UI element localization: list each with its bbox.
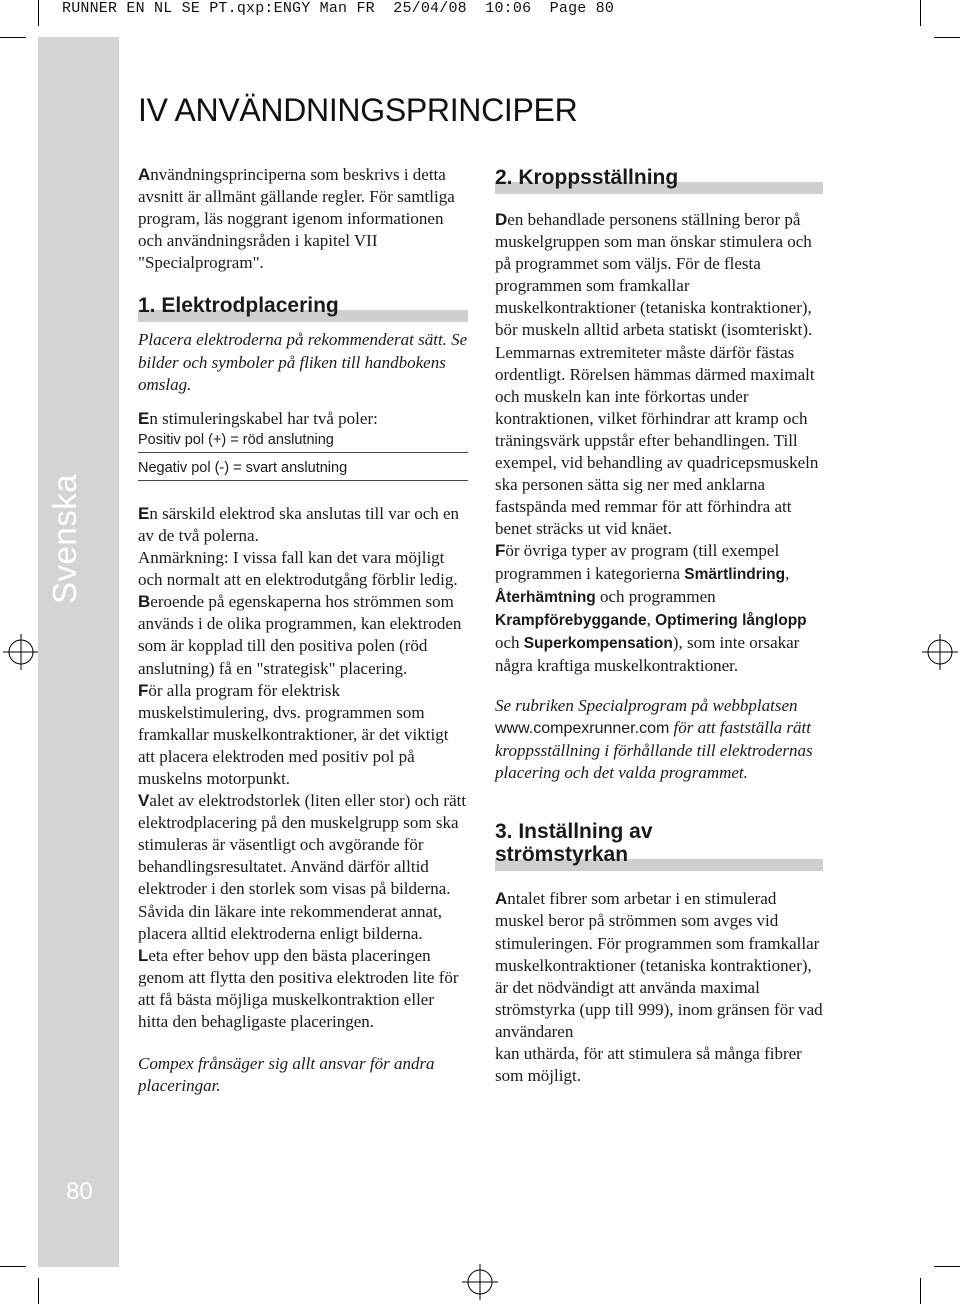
negative-pole-line: Negativ pol (-) = svart anslutning [138, 458, 468, 481]
section-heading-body-position: 2. Kroppsställning [495, 166, 823, 191]
registration-mark-icon [462, 1264, 498, 1300]
position-paragraph: Den behandlade personens ställning beror på muskelgruppen som man önskar stimulera och på programmet som väljs. För de flesta programmen som framkallar muskelkontraktioner (tetaniska kontraktioner), bör muskeln alltid arbeta statiskt (isomteriskt). Lemmarnas extremiteter måste därför fästas ordentligt. Rörelsen hämmas därmed maximalt och muskeln kan inte förkortas under kontraktionen, vilket förhindrar att kramp och träningsvärk uppstår efter behandlingen. Till exempel, vid behandling av quadricepsmuskeln ska personen sätta sig ner med anklarna fastspända med remmar för att förhindra att benet sträcks ut vid knäet. [495, 210, 819, 539]
printer-slug: RUNNER EN NL SE PT.qxp:ENGY Man FR 25/04/08 10:06 Page 80 [62, 0, 615, 17]
registration-mark-icon [922, 634, 958, 670]
adjust-placement-paragraph: Leta efter behov upp den bästa placeringen genom att flytta den positiva elektroden lite för att få bästa möjliga muskelkontraktion eller hitta den behagligaste placeringen. [138, 945, 459, 1031]
page-number: 80 [66, 1178, 93, 1205]
section-heading-electrode-placement: 1. Elektrodplacering [138, 294, 468, 319]
current-paragraph-end: kan uthärda, för att stimulera så många fibrer som möjligt. [495, 1044, 802, 1086]
crop-mark [934, 1266, 960, 1267]
section-heading-current-setting: 3. Inställning av strömstyrkan [495, 820, 823, 868]
crop-mark [0, 1266, 26, 1267]
electrode-size-paragraph: Valet av elektrodstorlek (liten eller stor) och rätt elektrodplacering på den muskelgrupp som ska stimuleras är väsentligt och avgörande för behandlingsresultatet. Använd därför alltid elektroder i den storlek som visas på bilderna. Såvida din läkare inte rekommenderat annat, placera alltid elektroderna enligt bilderna. [138, 791, 467, 943]
website-note: Se rubriken Specialprogram på webbplatsen www.compexrunner.com för att fastställa rätt kroppsställning i förhållande till elektrodernas placering och det valda programmet. [495, 695, 813, 783]
crop-mark [38, 1278, 39, 1304]
note-paragraph: Anmärkning: I vissa fall kan det vara möjligt och normalt att en elektrodutgång förblir ledig. [138, 548, 458, 590]
crop-mark [920, 1278, 921, 1304]
current-paragraph: Antalet fibrer som arbetar i en stimulerad muskel beror på strömmen som avges vid stimuleringen. För programmen som framkallar muskelkontraktioner (tetaniska kontraktioner), är det nödvändigt att använda maximal strömstyrka (upp till 999), inom gränsen för vad användaren [495, 889, 823, 1041]
right-column [495, 166, 823, 1087]
other-programs-paragraph: För övriga typer av program (till exempel programmen i kategorierna Smärtlindring, Återhämtning och programmen Krampförebyggande, Optimering långlopp och Superkompensation), som inte orsakar några kraftiga muskelkontraktioner. [495, 541, 807, 675]
strategic-paragraph: Beroende på egenskaperna hos strömmen som används i de olika programmen, kan elektroden som är kopplad till den positiva polen (röd anslutning) få en "strategisk" placering. [138, 592, 462, 678]
crop-mark [38, 0, 39, 26]
electrode-paragraph: En särskild elektrod ska anslutas till var och en av de två polerna. [138, 503, 460, 545]
cable-paragraph: En stimuleringskabel har två poler: [138, 408, 378, 428]
website-link[interactable]: www.compexrunner.com [495, 720, 670, 738]
disclaimer: Compex frånsäger sig allt ansvar för andra placeringar. [138, 1054, 435, 1096]
positive-pole-line: Positiv pol (+) = röd anslutning [138, 430, 468, 453]
motor-point-paragraph: För alla program för elektrisk muskelstimulering, dvs. programmen som framkallar muskelkontraktioner, är det viktigt att placera elektroden med positiv pol på muskelns motorpunkt. [138, 680, 449, 788]
crop-mark [0, 37, 26, 38]
left-column [138, 164, 468, 1097]
registration-mark-icon [3, 634, 39, 670]
page-title: IV ANVÄNDNINGSPRINCIPER [138, 92, 578, 128]
crop-mark [920, 0, 921, 26]
intro-paragraph: Användningsprinciperna som beskrivs i detta avsnitt är allmänt gällande regler. För samtliga program, läs noggrant igenom informationen och användningsråden i kapitel VII "Specialprogram". [138, 165, 455, 273]
side-band [38, 37, 119, 1267]
language-label: Svenska [46, 473, 83, 604]
crop-mark [934, 37, 960, 38]
placement-instruction: Placera elektroderna på rekommenderat sätt. Se bilder och symboler på fliken till handbokens omslag. [138, 330, 468, 394]
